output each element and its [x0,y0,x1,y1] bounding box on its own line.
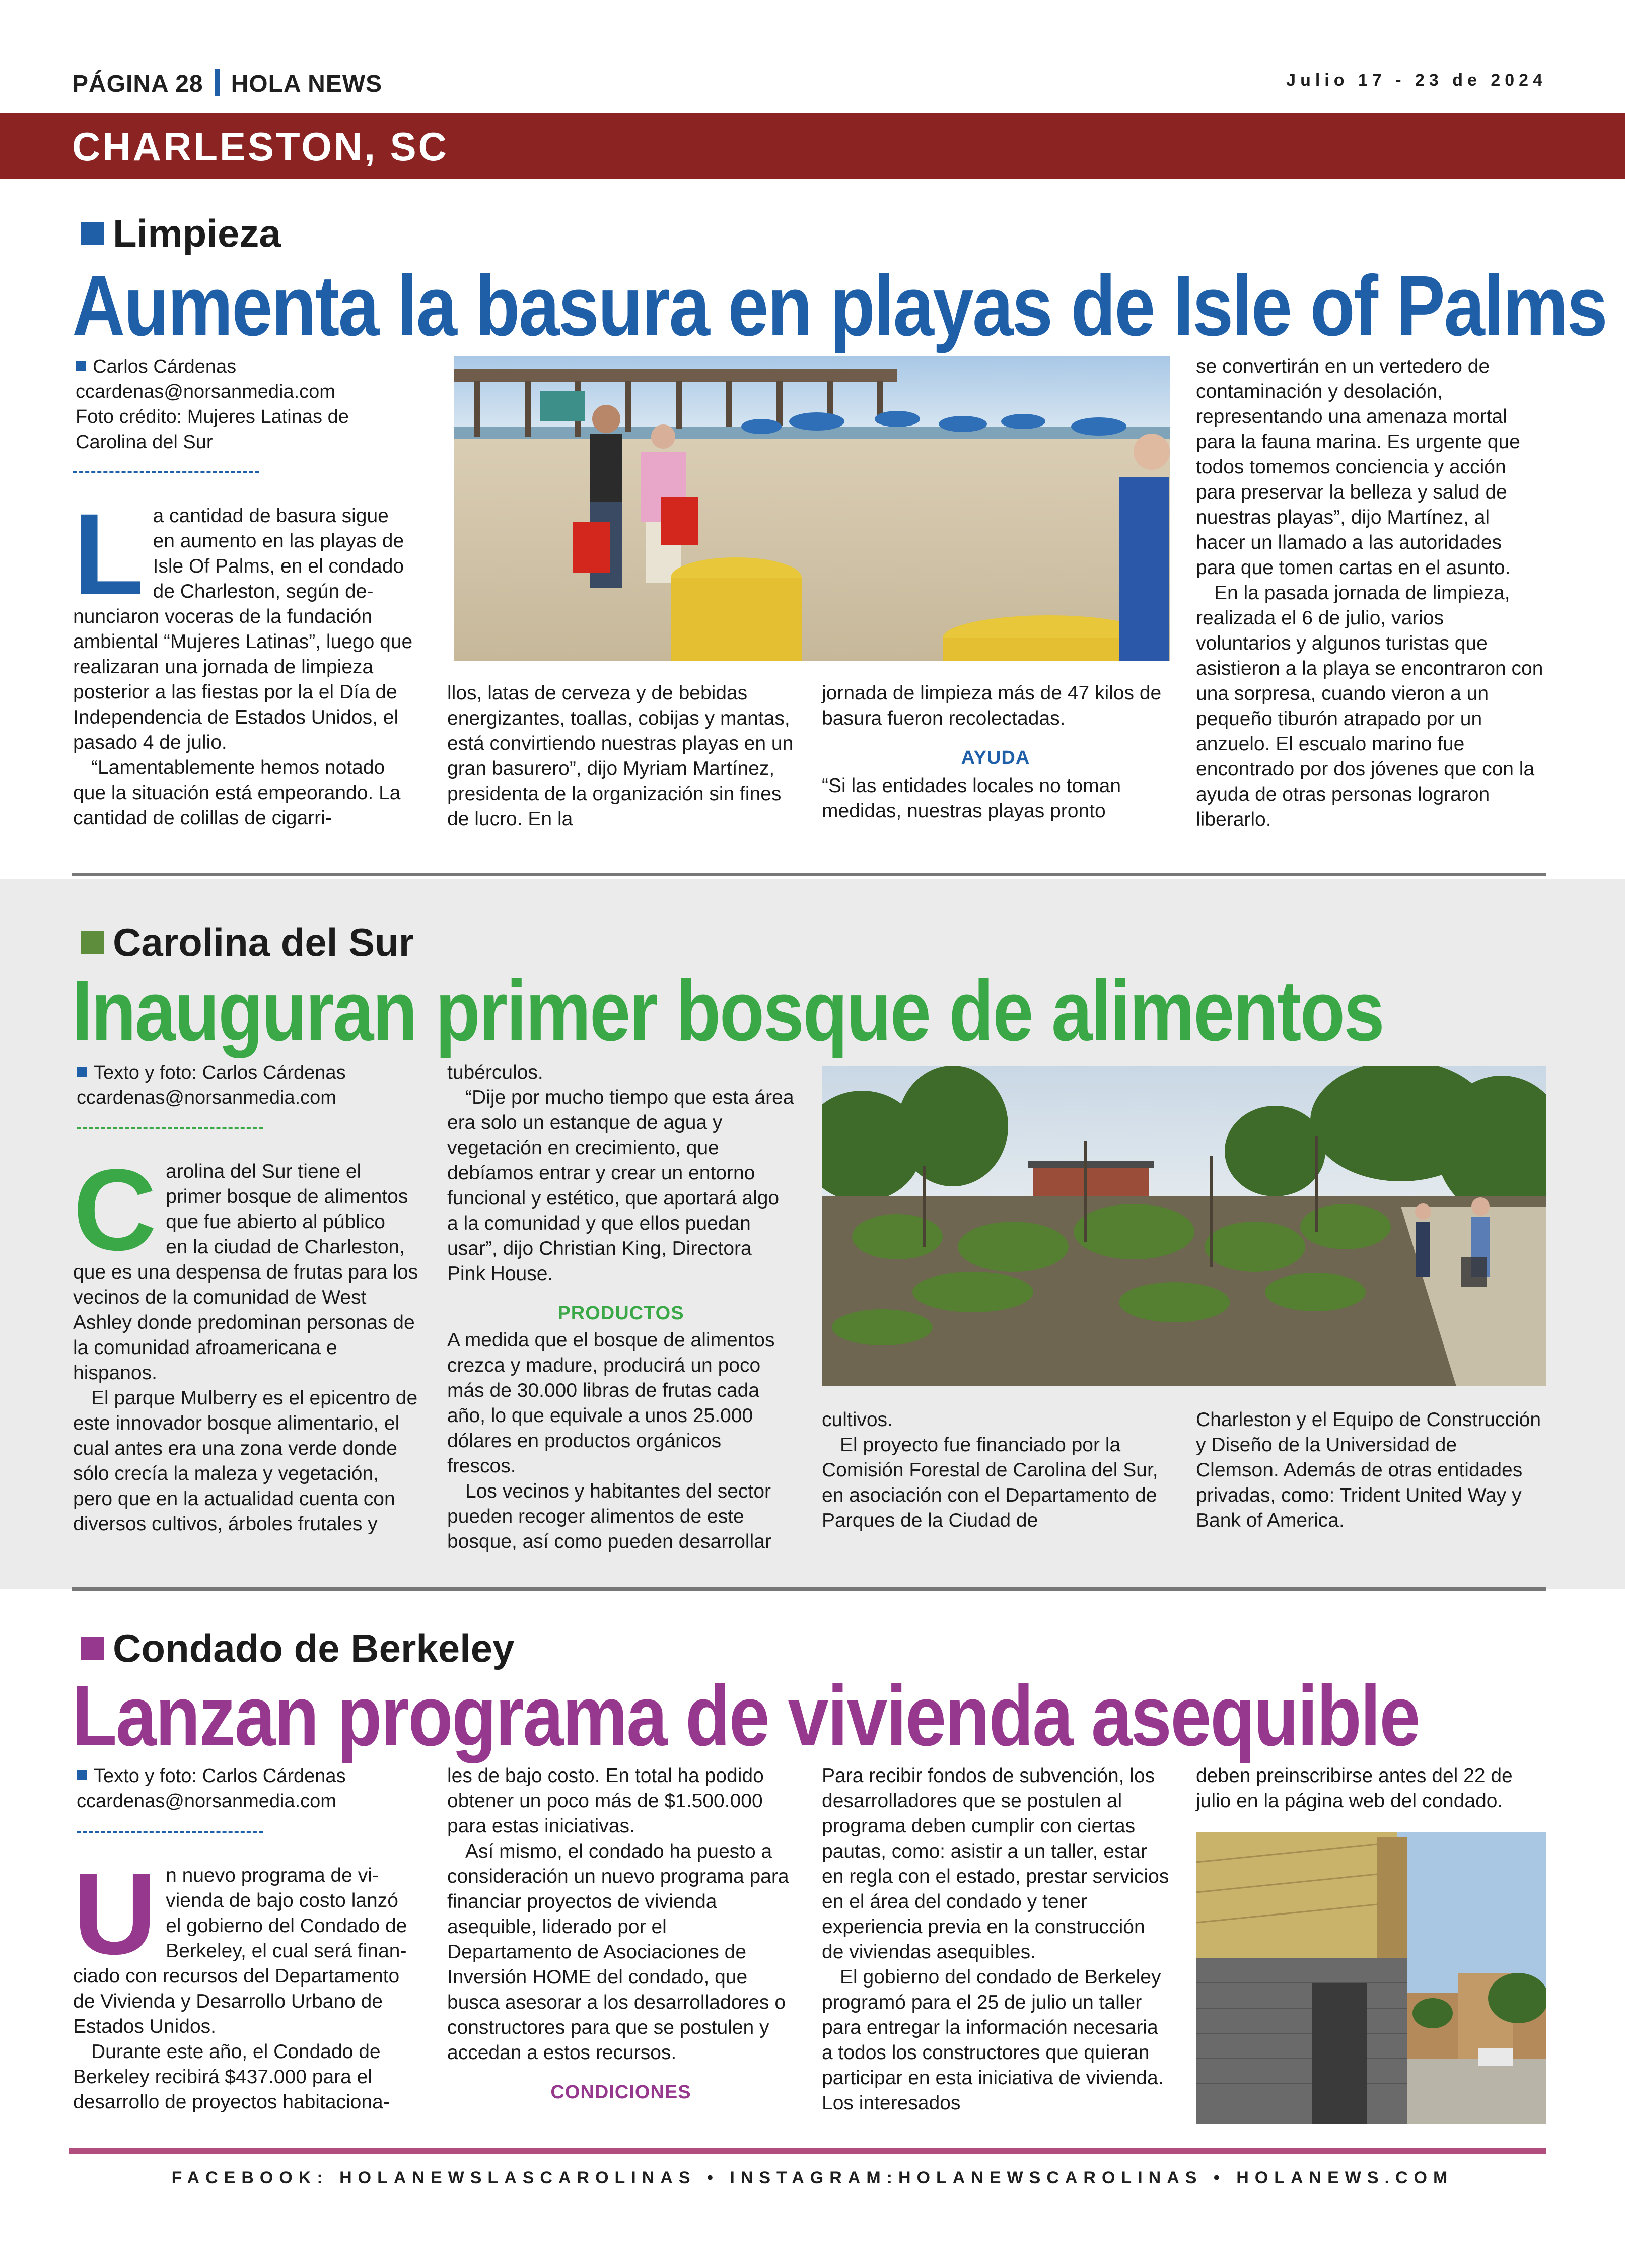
lead-line: el gobierno del Condado de [166,1915,407,1937]
article3-subhead: CONDICIONES [550,2082,691,2103]
paragraph: nunciaron voceras de la fundación ambiental “Mujeres Latinas”, luego que realizaran una jornada de limpieza posterior a las fiestas por la el Día de Independencia de Estados Unidos, el pasado 4 de julio. [73,606,413,753]
lead-line: a cantidad de basura sigue [153,505,389,527]
article2-column-1 [73,1145,420,1537]
article2-kicker [81,919,414,965]
paragraph: El proyecto fue financiado por la Comisión Forestal de Carolina del Sur, en asociación con el Departamento de Parques de la Ciudad de [822,1434,1158,1531]
byline-email: ccardenas@norsanmedia.com [77,1791,336,1812]
publication-name: HOLA NEWS [231,70,383,97]
paragraph: Para recibir fondos de subvención, los desarrolladores que se postulen al programa deben cumplir con ciertas pautas, como: asistir a un taller, estar en regla con el estado, prestar servicios en el área del condado y tener experiencia previa en la construcción de viviendas asequibles. [822,1765,1169,1963]
food-forest-photo [822,1066,1546,1386]
article1-column-1 [73,489,415,831]
paragraph: A medida que el bosque de alimentos crezca y madure, producirá un poco más de 30.000 libras de frutas cada año, lo que equivale a unos 25.000 dólares en productos orgánicos frescos. [447,1329,775,1477]
section-divider [72,873,1546,876]
article1-column-3 [822,681,1169,824]
footer-rule [69,2148,1546,2154]
paragraph: Durante este año, el Condado de Berkeley recibirá $437.000 para el desarrollo de proyectos habitaciona- [73,2041,390,2113]
paragraph: El gobierno del condado de Berkeley programó para el 25 de julio un taller para entregar la información necesaria a todos los constructores que quieran participar en esta iniciativa de vivienda. Los interesados [822,1966,1164,2114]
paragraph: tubérculos. [447,1061,543,1083]
article3-dropcap: U [73,1849,157,1978]
paragraph: Así mismo, el condado ha puesto a consideración un nuevo programa para financiar proyectos de vivienda asequible, liderado por el Departamento de Asociaciones de Inversión HOME del condado, que busca asesorar a los desarrolladores o constructores para que se postulen y accedan a estos recursos. [447,1840,789,2064]
byline-photo-credit-cont: Carolina del Sur [76,432,213,453]
article3-kicker-text: Condado de Berkeley [113,1626,515,1670]
article2-subhead: PRODUCTOS [557,1303,684,1324]
byline-divider [77,1127,263,1129]
housing-construction-photo [1196,1832,1546,2124]
byline-square-icon [76,361,86,371]
paragraph: cultivos. [822,1409,893,1431]
section-divider [72,1587,1546,1591]
page-header [72,69,382,98]
byline-divider [77,1831,263,1833]
paragraph: llos, latas de cerveza y de bebidas energizantes, toallas, cobijas y mantas, está convirtiendo nuestras playas en un gran basurero”, dijo Myriam Martínez, presidenta de la organización sin fines de lucro. En la [447,682,794,830]
issue-date: Julio 17 - 23 de 2024 [1286,70,1547,90]
article3-column-1 [73,1849,420,2115]
paragraph: jornada de limpieza más de 47 kilos de basura fueron recolectadas. [822,682,1162,729]
kicker-square-icon [81,1637,104,1660]
paragraph: deben preinscribirse antes del 22 de julio en la página web del condado. [1196,1765,1513,1812]
lead-line: en aumento en las playas de [153,530,404,552]
byline-author: Texto y foto: Carlos Cárdenas [94,1765,346,1787]
paragraph: El parque Mulberry es el epicentro de este innovador bosque alimentario, el cual antes era una zona verde donde sólo crecía la maleza y vegetación, pero que en la actualidad cuenta con diversos cultivos, árboles frutales y [73,1387,418,1535]
paragraph: Los vecinos y habitantes del sector pueden recoger alimentos de este bosque, así como pueden desarrollar [447,1480,771,1552]
paragraph: “Si las entidades locales no toman medidas, nuestras playas pronto [822,775,1121,822]
article1-byline [76,354,403,455]
lead-line: de Charleston, según de- [153,581,374,602]
header-separator [215,69,220,96]
article1-column-2 [447,681,795,832]
article1-dropcap: L [73,489,144,619]
paragraph: ciado con recursos del Departamento de Vivienda y Desarrollo Urbano de Estados Unidos. [73,1965,400,2037]
lead-line: n nuevo programa de vi- [166,1865,379,1886]
article1-kicker-text: Limpieza [113,211,281,255]
paragraph: que es una despensa de frutas para los vecinos de la comunidad de West Ashley donde predominan personas de la comunidad afroamericana e hispanos. [73,1261,418,1384]
page-number: PÁGINA 28 [72,70,203,97]
article3-byline [77,1763,404,1814]
byline-email: ccardenas@norsanmedia.com [76,381,335,402]
article2-column-2 [447,1060,795,1554]
kicker-square-icon [81,931,104,954]
article2-dropcap: C [73,1145,157,1274]
lead-line: Isle Of Palms, en el condado [153,555,404,577]
lead-line: Berkeley, el cual será finan- [166,1940,407,1962]
paragraph: “Lamentablemente hemos notado que la situación está empeorando. La cantidad de colillas de cigarri- [73,757,401,829]
paragraph: les de bajo costo. En total ha podido obtener un poco más de $1.500.000 para estas iniciativas. [447,1765,764,1837]
byline-photo-credit: Foto crédito: Mujeres Latinas de [76,406,349,428]
lead-line: que fue abierto al público [166,1211,385,1233]
lead-line: vienda de bajo costo lanzó [166,1890,398,1911]
article3-kicker [81,1625,515,1671]
article2-column-3 [822,1407,1169,1533]
paragraph: Charleston y el Equipo de Construcción y Diseño de la Universidad de Clemson. Además de otras entidades privadas, como: Trident United Way y Bank of America. [1196,1409,1541,1531]
paragraph: En la pasada jornada de limpieza, realizada el 6 de julio, varios voluntarios y algunos turistas que asistieron a la playa se encontraron con una sorpresa, cuando vieron a un pequeño tiburón atrapado por un anzuelo. El escualo marino fue encontrado por dos jóvenes que con la ayuda de otras personas lograron liberarlo. [1196,582,1543,830]
paragraph: “Dije por mucho tiempo que esta área era solo un estanque de agua y vegetación en crecimiento, que debíamos entrar y crear un entorno funcional y estético, que aportará algo a la comunidad y que ellos puedan usar”, dijo Christian King, Directora Pink House. [447,1087,794,1285]
byline-email: ccardenas@norsanmedia.com [77,1087,336,1108]
article1-column-4 [1196,354,1543,832]
paragraph: se convertirán en un vertedero de contaminación y desolación, representando una amenaza mortal para la fauna marina. Es urgente que todos tomemos conciencia y acción para preservar la belleza y salud de nuestras playas”, dijo Martínez, al hacer un llamado a las autoridades para que tomen cartas en el asunto. [1196,356,1520,579]
article1-subhead: AYUDA [961,747,1030,768]
lead-line: arolina del Sur tiene el [166,1161,362,1182]
article2-column-4 [1196,1407,1543,1533]
section-bar [0,113,1625,179]
byline-author: Texto y foto: Carlos Cárdenas [94,1062,346,1083]
kicker-square-icon [81,222,104,245]
article1-kicker [81,210,281,256]
byline-divider [73,471,259,473]
article2-headline: Inauguran primer bosque de alimentos [72,963,1384,1059]
article2-kicker-text: Carolina del Sur [113,920,414,964]
article2-byline [77,1060,404,1110]
footer-social-links: FACEBOOK: HOLANEWSLASCAROLINAS • INSTAGRAM:HOLANEWSCAROLINAS • HOLANEWS.COM [171,2168,1454,2187]
section-title: CHARLESTON, SC [72,124,449,169]
article3-column-4 [1196,1763,1543,1814]
article3-column-3 [822,1763,1169,2116]
article1-headline: Aumenta la basura en playas de Isle of Palms [72,258,1607,354]
article3-column-2 [447,1763,795,2105]
lead-line: primer bosque de alimentos [166,1186,408,1208]
byline-author: Carlos Cárdenas [93,356,237,377]
byline-square-icon [77,1770,87,1780]
article3-headline: Lanzan programa de vivienda asequible [72,1668,1420,1764]
byline-square-icon [77,1067,87,1077]
beach-cleanup-photo [454,356,1170,661]
lead-line: en la ciudad de Charleston, [166,1236,405,1258]
